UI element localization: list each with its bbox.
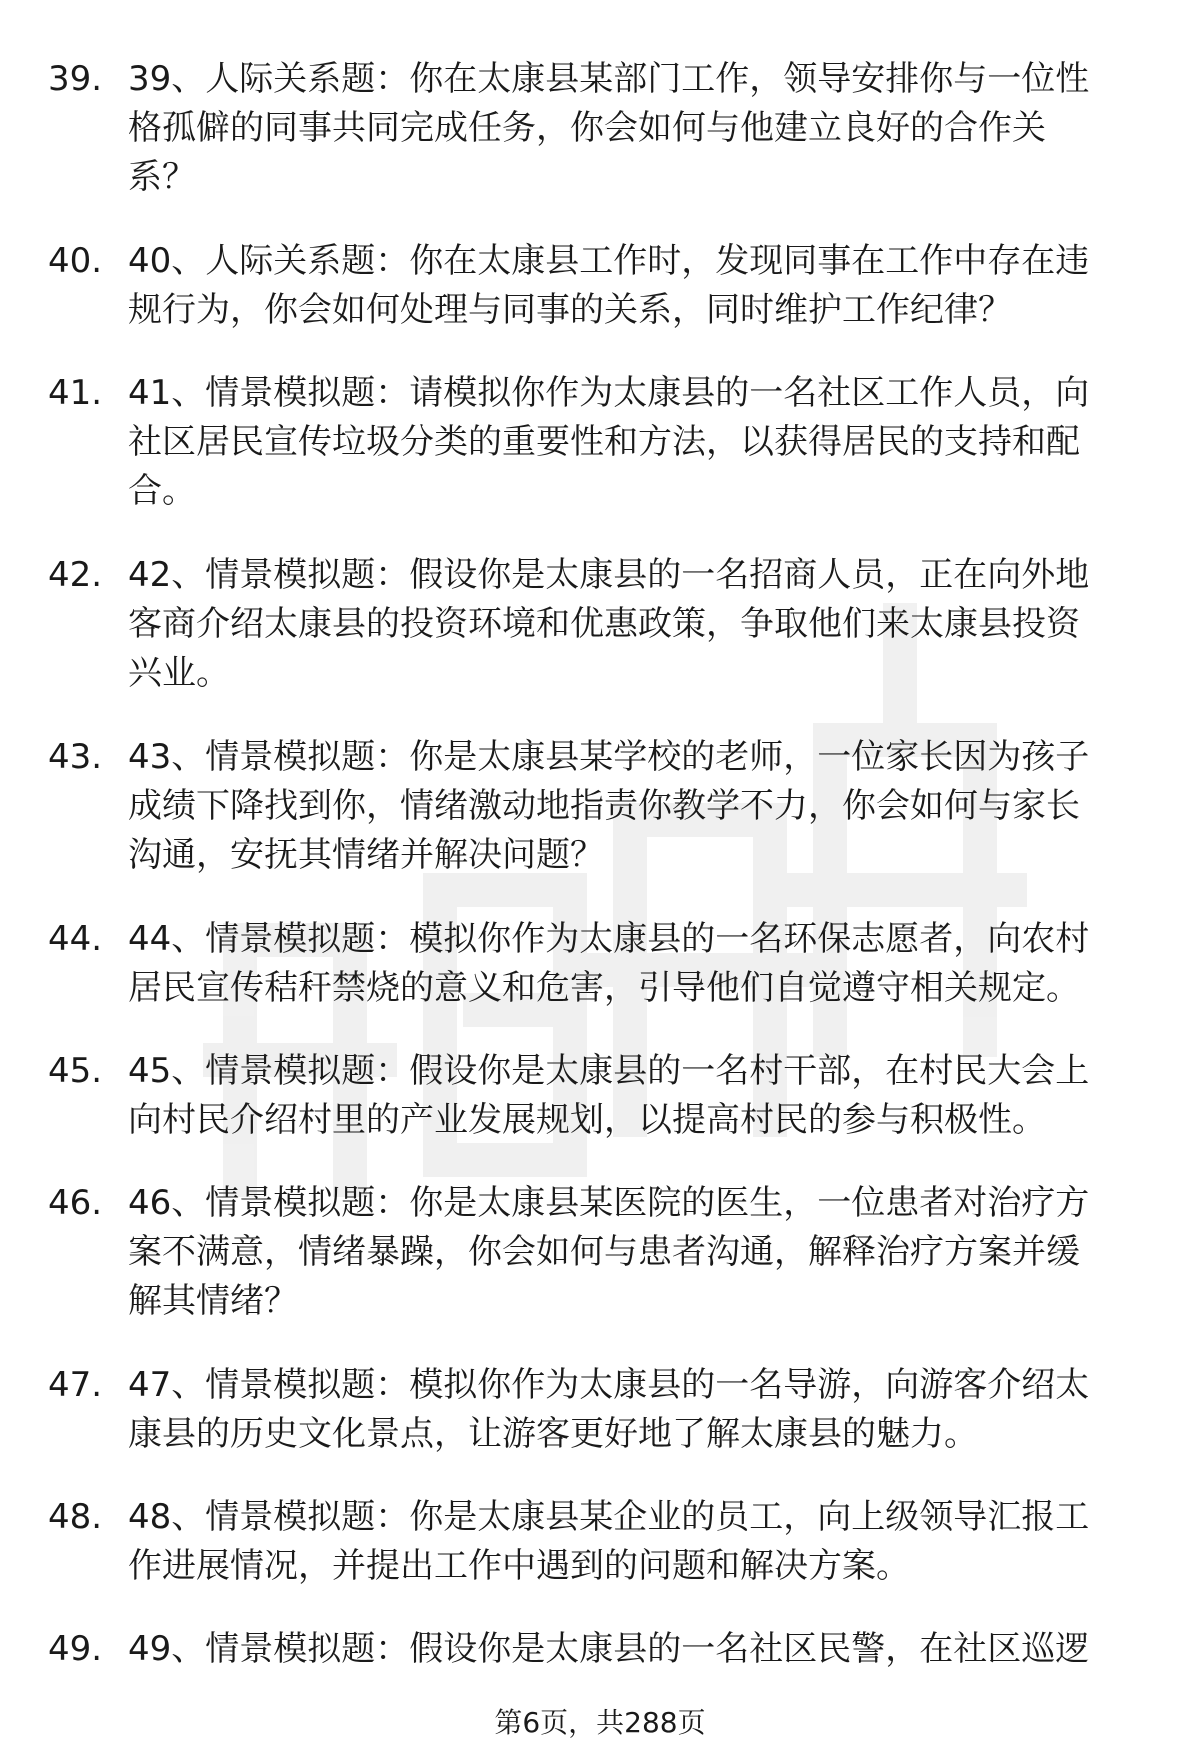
question-line: 居民宣传秸秆禁烧的意义和危害，引导他们自觉遵守相关规定。 bbox=[128, 968, 1080, 1008]
question-text bbox=[128, 55, 1158, 202]
question-line: 45、情景模拟题：假设你是太康县的一名村干部，在村民大会上 bbox=[128, 1051, 1090, 1091]
question-line: 社区居民宣传垃圾分类的重要性和方法，以获得居民的支持和配 bbox=[128, 422, 1080, 462]
question-line: 格孤僻的同事共同完成任务，你会如何与他建立良好的合作关 bbox=[128, 108, 1046, 148]
question-line: 42、情景模拟题：假设你是太康县的一名招商人员，正在向外地 bbox=[128, 555, 1090, 595]
list-item bbox=[0, 551, 1200, 733]
question-text bbox=[128, 369, 1158, 516]
question-text bbox=[128, 1047, 1158, 1145]
question-text bbox=[128, 1179, 1158, 1326]
question-text bbox=[128, 1361, 1158, 1459]
question-number: 46. bbox=[48, 1183, 103, 1223]
question-line: 46、情景模拟题：你是太康县某医院的医生，一位患者对治疗方 bbox=[128, 1183, 1090, 1223]
page-number-footer: 第6页，共288页 bbox=[494, 1706, 706, 1739]
question-line: 解其情绪？ bbox=[128, 1281, 298, 1321]
question-line: 40、人际关系题：你在太康县工作时，发现同事在工作中存在违 bbox=[128, 241, 1090, 281]
question-line: 39、人际关系题：你在太康县某部门工作，领导安排你与一位性 bbox=[128, 59, 1090, 99]
question-text bbox=[128, 915, 1158, 1013]
question-text bbox=[128, 1625, 1158, 1674]
list-item bbox=[0, 733, 1200, 915]
question-line: 系？ bbox=[128, 157, 196, 197]
question-number: 44. bbox=[48, 919, 103, 959]
question-line: 作进展情况，并提出工作中遇到的问题和解决方案。 bbox=[128, 1546, 910, 1586]
question-line: 43、情景模拟题：你是太康县某学校的老师，一位家长因为孩子 bbox=[128, 737, 1090, 777]
question-number: 39. bbox=[48, 59, 103, 99]
question-number: 47. bbox=[48, 1365, 103, 1405]
question-line: 合。 bbox=[128, 471, 196, 511]
question-number: 41. bbox=[48, 373, 103, 413]
question-number: 42. bbox=[48, 555, 103, 595]
question-line: 康县的历史文化景点，让游客更好地了解太康县的魅力。 bbox=[128, 1414, 978, 1454]
question-text bbox=[128, 1493, 1158, 1591]
question-number: 48. bbox=[48, 1497, 103, 1537]
question-line: 47、情景模拟题：模拟你作为太康县的一名导游，向游客介绍太 bbox=[128, 1365, 1090, 1405]
question-number: 43. bbox=[48, 737, 103, 777]
list-item bbox=[0, 237, 1200, 369]
question-line: 44、情景模拟题：模拟你作为太康县的一名环保志愿者，向农村 bbox=[128, 919, 1090, 959]
list-item bbox=[0, 1493, 1200, 1625]
question-number: 40. bbox=[48, 241, 103, 281]
question-line: 沟通，安抚其情绪并解决问题？ bbox=[128, 835, 604, 875]
list-item bbox=[0, 369, 1200, 551]
question-text bbox=[128, 237, 1158, 335]
question-number: 49. bbox=[48, 1629, 103, 1669]
list-item bbox=[0, 1179, 1200, 1361]
question-line: 成绩下降找到你，情绪激动地指责你教学不力，你会如何与家长 bbox=[128, 786, 1080, 826]
question-line: 向村民介绍村里的产业发展规划，以提高村民的参与积极性。 bbox=[128, 1100, 1046, 1140]
question-line: 41、情景模拟题：请模拟你作为太康县的一名社区工作人员，向 bbox=[128, 373, 1090, 413]
list-item bbox=[0, 915, 1200, 1047]
question-line: 49、情景模拟题：假设你是太康县的一名社区民警，在社区巡逻 bbox=[128, 1629, 1090, 1669]
list-item bbox=[0, 1625, 1200, 1685]
question-line: 案不满意，情绪暴躁，你会如何与患者沟通，解释治疗方案并缓 bbox=[128, 1232, 1080, 1272]
question-list bbox=[0, 55, 1200, 1685]
question-text bbox=[128, 551, 1158, 698]
question-line: 规行为，你会如何处理与同事的关系，同时维护工作纪律？ bbox=[128, 290, 1012, 330]
list-item bbox=[0, 55, 1200, 237]
list-item bbox=[0, 1361, 1200, 1493]
question-line: 兴业。 bbox=[128, 653, 230, 693]
question-line: 客商介绍太康县的投资环境和优惠政策，争取他们来太康县投资 bbox=[128, 604, 1080, 644]
question-number: 45. bbox=[48, 1051, 103, 1091]
question-text bbox=[128, 733, 1158, 880]
list-item bbox=[0, 1047, 1200, 1179]
question-line: 48、情景模拟题：你是太康县某企业的员工，向上级领导汇报工 bbox=[128, 1497, 1090, 1537]
